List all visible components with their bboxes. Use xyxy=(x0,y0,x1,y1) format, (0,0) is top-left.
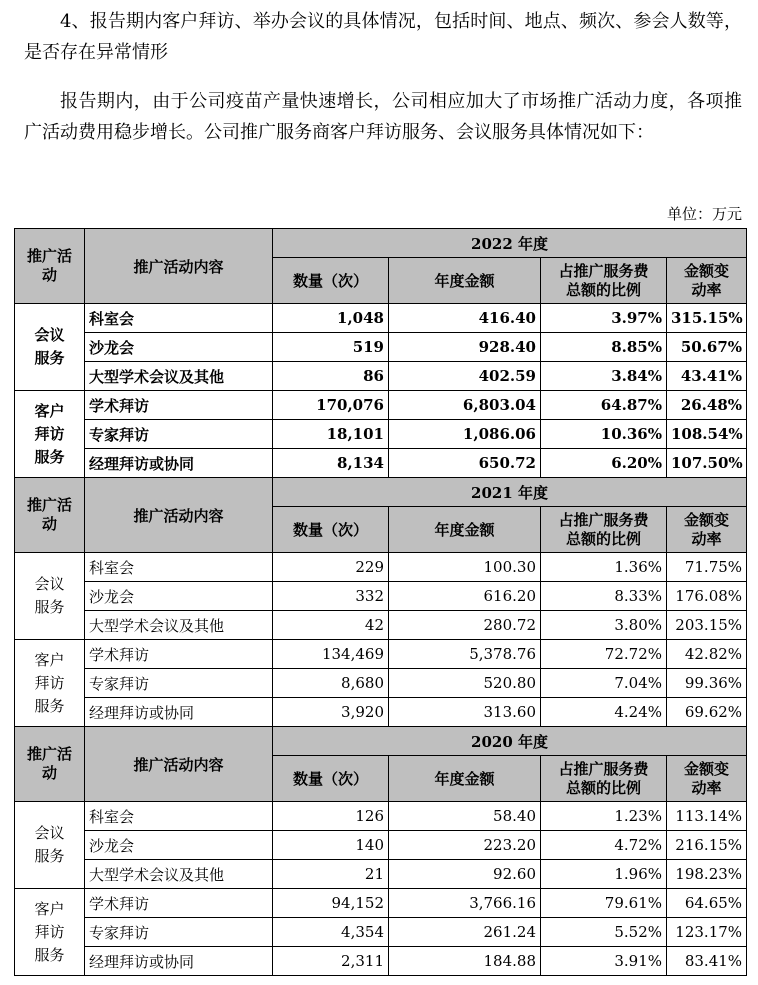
change-cell: 64.65% xyxy=(667,889,747,918)
amount-cell: 520.80 xyxy=(389,669,541,698)
change-cell: 216.15% xyxy=(667,831,747,860)
category-meeting: 会议服务 xyxy=(15,802,85,889)
activity-item: 沙龙会 xyxy=(85,582,273,611)
ratio-cell: 8.85% xyxy=(541,333,667,362)
table-row xyxy=(15,333,747,362)
table-row xyxy=(15,860,747,889)
table-row xyxy=(15,304,747,333)
table-row xyxy=(15,802,747,831)
activity-item: 科室会 xyxy=(85,553,273,582)
activity-item: 经理拜访或协同 xyxy=(85,449,273,478)
question-paragraph: 4、报告期内客户拜访、举办会议的具体情况，包括时间、地点、频次、参会人数等，是否存在异常情形 xyxy=(24,11,742,63)
category-visit: 客户拜访服务 xyxy=(15,640,85,727)
amount-cell: 184.88 xyxy=(389,947,541,976)
count-cell: 519 xyxy=(273,333,389,362)
change-cell: 198.23% xyxy=(667,860,747,889)
count-cell: 8,680 xyxy=(273,669,389,698)
amount-cell: 1,086.06 xyxy=(389,420,541,449)
count-cell: 126 xyxy=(273,802,389,831)
change-cell: 107.50% xyxy=(667,449,747,478)
table-row xyxy=(15,698,747,727)
activity-item: 学术拜访 xyxy=(85,391,273,420)
change-cell: 71.75% xyxy=(667,553,747,582)
table-row xyxy=(15,391,747,420)
change-cell: 123.17% xyxy=(667,918,747,947)
table-row xyxy=(15,611,747,640)
ratio-cell: 4.24% xyxy=(541,698,667,727)
unit-label: 单位：万元 xyxy=(666,205,742,223)
count-cell: 86 xyxy=(273,362,389,391)
section-header-row xyxy=(15,229,747,258)
table-row xyxy=(15,831,747,860)
header-count: 数量（次） xyxy=(273,507,389,553)
activity-item: 科室会 xyxy=(85,304,273,333)
change-cell: 203.15% xyxy=(667,611,747,640)
header-ratio: 占推广服务费总额的比例 xyxy=(541,756,667,802)
ratio-cell: 3.91% xyxy=(541,947,667,976)
activity-item: 经理拜访或协同 xyxy=(85,698,273,727)
header-ratio: 占推广服务费总额的比例 xyxy=(541,258,667,304)
ratio-cell: 1.36% xyxy=(541,553,667,582)
ratio-cell: 3.80% xyxy=(541,611,667,640)
activity-item: 专家拜访 xyxy=(85,420,273,449)
amount-cell: 100.30 xyxy=(389,553,541,582)
count-cell: 21 xyxy=(273,860,389,889)
table-row xyxy=(15,582,747,611)
activity-item: 经理拜访或协同 xyxy=(85,947,273,976)
count-cell: 3,920 xyxy=(273,698,389,727)
activity-item: 大型学术会议及其他 xyxy=(85,362,273,391)
change-cell: 108.54% xyxy=(667,420,747,449)
promotion-activity-table xyxy=(14,228,747,976)
table-row xyxy=(15,947,747,976)
table-row xyxy=(15,362,747,391)
header-activity-type: 推广活动 xyxy=(15,229,85,304)
count-cell: 4,354 xyxy=(273,918,389,947)
header-count: 数量（次） xyxy=(273,756,389,802)
change-cell: 43.41% xyxy=(667,362,747,391)
amount-cell: 650.72 xyxy=(389,449,541,478)
ratio-cell: 1.23% xyxy=(541,802,667,831)
table-row xyxy=(15,889,747,918)
count-cell: 8,134 xyxy=(273,449,389,478)
ratio-cell: 4.72% xyxy=(541,831,667,860)
count-cell: 2,311 xyxy=(273,947,389,976)
change-cell: 42.82% xyxy=(667,640,747,669)
table-row xyxy=(15,420,747,449)
count-cell: 18,101 xyxy=(273,420,389,449)
header-annual-amount: 年度金额 xyxy=(389,756,541,802)
change-cell: 50.67% xyxy=(667,333,747,362)
ratio-cell: 10.36% xyxy=(541,420,667,449)
activity-item: 沙龙会 xyxy=(85,831,273,860)
ratio-cell: 3.97% xyxy=(541,304,667,333)
ratio-cell: 7.04% xyxy=(541,669,667,698)
header-ratio: 占推广服务费总额的比例 xyxy=(541,507,667,553)
amount-cell: 223.20 xyxy=(389,831,541,860)
count-cell: 1,048 xyxy=(273,304,389,333)
header-activity-content: 推广活动内容 xyxy=(85,229,273,304)
activity-item: 学术拜访 xyxy=(85,640,273,669)
section-year: 2021 年度 xyxy=(273,478,747,507)
amount-cell: 928.40 xyxy=(389,333,541,362)
section-year: 2020 年度 xyxy=(273,727,747,756)
header-activity-content: 推广活动内容 xyxy=(85,478,273,553)
header-activity-type: 推广活动 xyxy=(15,478,85,553)
header-change: 金额变动率 xyxy=(667,258,747,304)
count-cell: 170,076 xyxy=(273,391,389,420)
header-change: 金额变动率 xyxy=(667,756,747,802)
count-cell: 134,469 xyxy=(273,640,389,669)
amount-cell: 261.24 xyxy=(389,918,541,947)
header-annual-amount: 年度金额 xyxy=(389,507,541,553)
amount-cell: 6,803.04 xyxy=(389,391,541,420)
table-row xyxy=(15,553,747,582)
table-row xyxy=(15,449,747,478)
change-cell: 26.48% xyxy=(667,391,747,420)
change-cell: 83.41% xyxy=(667,947,747,976)
amount-cell: 5,378.76 xyxy=(389,640,541,669)
activity-item: 大型学术会议及其他 xyxy=(85,860,273,889)
table-row xyxy=(15,640,747,669)
category-visit: 客户拜访服务 xyxy=(15,889,85,976)
activity-item: 专家拜访 xyxy=(85,669,273,698)
amount-cell: 58.40 xyxy=(389,802,541,831)
ratio-cell: 3.84% xyxy=(541,362,667,391)
ratio-cell: 6.20% xyxy=(541,449,667,478)
section-header-row xyxy=(15,478,747,507)
activity-item: 沙龙会 xyxy=(85,333,273,362)
count-cell: 229 xyxy=(273,553,389,582)
activity-item: 学术拜访 xyxy=(85,889,273,918)
amount-cell: 416.40 xyxy=(389,304,541,333)
ratio-cell: 1.96% xyxy=(541,860,667,889)
change-cell: 176.08% xyxy=(667,582,747,611)
amount-cell: 616.20 xyxy=(389,582,541,611)
ratio-cell: 79.61% xyxy=(541,889,667,918)
change-cell: 113.14% xyxy=(667,802,747,831)
table-row xyxy=(15,918,747,947)
count-cell: 94,152 xyxy=(273,889,389,918)
header-change: 金额变动率 xyxy=(667,507,747,553)
count-cell: 140 xyxy=(273,831,389,860)
count-cell: 42 xyxy=(273,611,389,640)
change-cell: 69.62% xyxy=(667,698,747,727)
header-activity-content: 推广活动内容 xyxy=(85,727,273,802)
activity-item: 专家拜访 xyxy=(85,918,273,947)
header-annual-amount: 年度金额 xyxy=(389,258,541,304)
table-row xyxy=(15,669,747,698)
count-cell: 332 xyxy=(273,582,389,611)
category-meeting: 会议服务 xyxy=(15,553,85,640)
section-header-row xyxy=(15,727,747,756)
ratio-cell: 8.33% xyxy=(541,582,667,611)
ratio-cell: 5.52% xyxy=(541,918,667,947)
amount-cell: 3,766.16 xyxy=(389,889,541,918)
ratio-cell: 72.72% xyxy=(541,640,667,669)
amount-cell: 313.60 xyxy=(389,698,541,727)
change-cell: 315.15% xyxy=(667,304,747,333)
activity-item: 科室会 xyxy=(85,802,273,831)
change-cell: 99.36% xyxy=(667,669,747,698)
answer-paragraph: 报告期内，由于公司疫苗产量快速增长，公司相应加大了市场推广活动力度，各项推广活动费用稳步增长。公司推广服务商客户拜访服务、会议服务具体情况如下： xyxy=(24,91,742,143)
amount-cell: 280.72 xyxy=(389,611,541,640)
ratio-cell: 64.87% xyxy=(541,391,667,420)
header-count: 数量（次） xyxy=(273,258,389,304)
section-year: 2022 年度 xyxy=(273,229,747,258)
category-meeting: 会议服务 xyxy=(15,304,85,391)
amount-cell: 92.60 xyxy=(389,860,541,889)
amount-cell: 402.59 xyxy=(389,362,541,391)
activity-item: 大型学术会议及其他 xyxy=(85,611,273,640)
category-visit: 客户拜访服务 xyxy=(15,391,85,478)
header-activity-type: 推广活动 xyxy=(15,727,85,802)
